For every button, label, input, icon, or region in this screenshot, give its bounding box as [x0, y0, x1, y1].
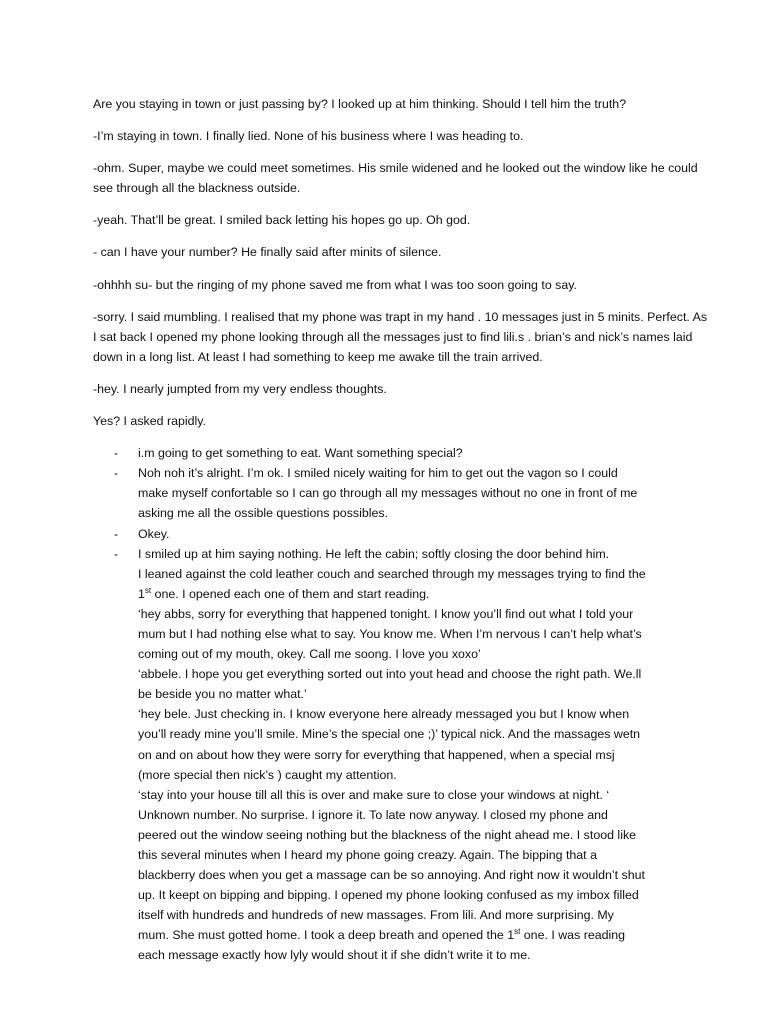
list-item-line: mum but I had nothing else what to say. You know me. When I’m nervous I can’t help what’s [138, 626, 642, 641]
list-item [93, 443, 708, 463]
list-item-line: blackberry does when you get a massage can be so annoying. And right now it wouldn’t shut [138, 868, 645, 883]
list-item-line: I smiled up at him saying nothing. He left the cabin; softly closing the door behind him. [138, 546, 610, 561]
list-item [93, 463, 708, 523]
list-item-line: ‘hey bele. Just checking in. I know everyone here already messaged you but I know when [138, 707, 630, 722]
list-item-line: on and on about how they were sorry for everything that happened, when a special msj [138, 747, 615, 762]
list-item [93, 544, 708, 966]
paragraph: -yeah. That’ll be great. I smiled back letting his hopes go up. Oh god. [93, 213, 471, 228]
paragraph: -ohhhh su- but the ringing of my phone saved me from what I was too soon going to say. [93, 277, 577, 292]
list-item-line: ‘hey abbs, sorry for everything that happened tonight. I know you’ll find out what I told your [138, 606, 634, 621]
list-item-line: i.m going to get something to eat. Want something special? [138, 446, 463, 461]
paragraph: -sorry. I said mumbling. I realised that my phone was trapt in my hand . 10 messages just in 5 minits. Perfect. As I sat back I opened my phone looking through all the messages just to find lili.s . brian’s and nick’s names laid down in a long list. At least I had something to keep me awake till the train arrived. [93, 309, 708, 364]
dialogue-list [93, 443, 708, 965]
paragraph: Are you staying in town or just passing by? I looked up at him thinking. Should I tell him the truth? [93, 97, 627, 111]
list-item-line: itself with hundreds and hundreds of new massages. From lili. And more surprising. My [138, 908, 614, 923]
paragraph: -ohm. Super, maybe we could meet sometimes. His smile widened and he looked out the window like he could see through all the blackness outside. [93, 161, 698, 196]
list-marker: - [114, 446, 119, 461]
list-item-line: I leaned against the cold leather couch and searched through my messages trying to find the [138, 566, 646, 581]
paragraph: -I’m staying in town. I finally lied. None of his business where I was heading to. [93, 129, 524, 144]
list-marker: - [114, 546, 119, 561]
list-item-line: coming out of my mouth, okey. Call me soong. I love you xoxo’ [138, 647, 481, 662]
paragraph: Yes? I asked rapidly. [93, 414, 206, 429]
paragraph: - can I have your number? He finally said after minits of silence. [93, 245, 442, 260]
paragraphs [93, 94, 708, 431]
list-item-line: mum. She must gotted home. I took a deep breath and opened the 1st one. I was reading [138, 927, 626, 943]
paragraph: -hey. I nearly jumpted from my very endless thoughts. [93, 381, 387, 396]
list-item-line: Unknown number. No surprise. I ignore it. To late now anyway. I closed my phone and [138, 807, 608, 822]
list-item-line: (more special then nick’s ) caught my attention. [138, 767, 397, 782]
list-item-line: be beside you no matter what.’ [138, 687, 307, 702]
list-item-line: peered out the window seeing nothing but the blackness of the night ahead me. I stood like [138, 827, 637, 842]
list-marker: - [114, 466, 119, 481]
list-item-line: up. It keept on bipping and bipping. I opened my phone looking confused as my imbox filled [138, 888, 639, 903]
list-item-line: asking me all the ossible questions possibles. [138, 506, 389, 521]
list-item-line: this several minutes when I heard my phone going creazy. Again. The bipping that a [138, 848, 597, 862]
list-item-line: you’ll ready mine you’ll smile. Mine’s the special one ;)’ typical nick. And the massages wetn [138, 727, 641, 742]
list-item-line: 1st one. I opened each one of them and start reading. [138, 585, 430, 601]
list-item-line: Noh noh it’s alright. I’m ok. I smiled nicely waiting for him to get out the vagon so I could [138, 466, 618, 481]
list-item-line: each message exactly how lyly would shout it if she didn’t write it to me. [138, 948, 531, 963]
list-item-line: ‘abbele. I hope you get everything sorted out into yout head and choose the right path. We.ll [138, 667, 642, 682]
list-marker: - [114, 526, 119, 541]
list-item-line: Okey. [138, 526, 170, 541]
list-item [93, 524, 708, 544]
list-item-line: make myself confortable so I can go through all my messages without no one in front of me [138, 486, 638, 501]
list-item-line: ‘stay into your house till all this is over and make sure to close your windows at night. ‘ [138, 787, 610, 802]
